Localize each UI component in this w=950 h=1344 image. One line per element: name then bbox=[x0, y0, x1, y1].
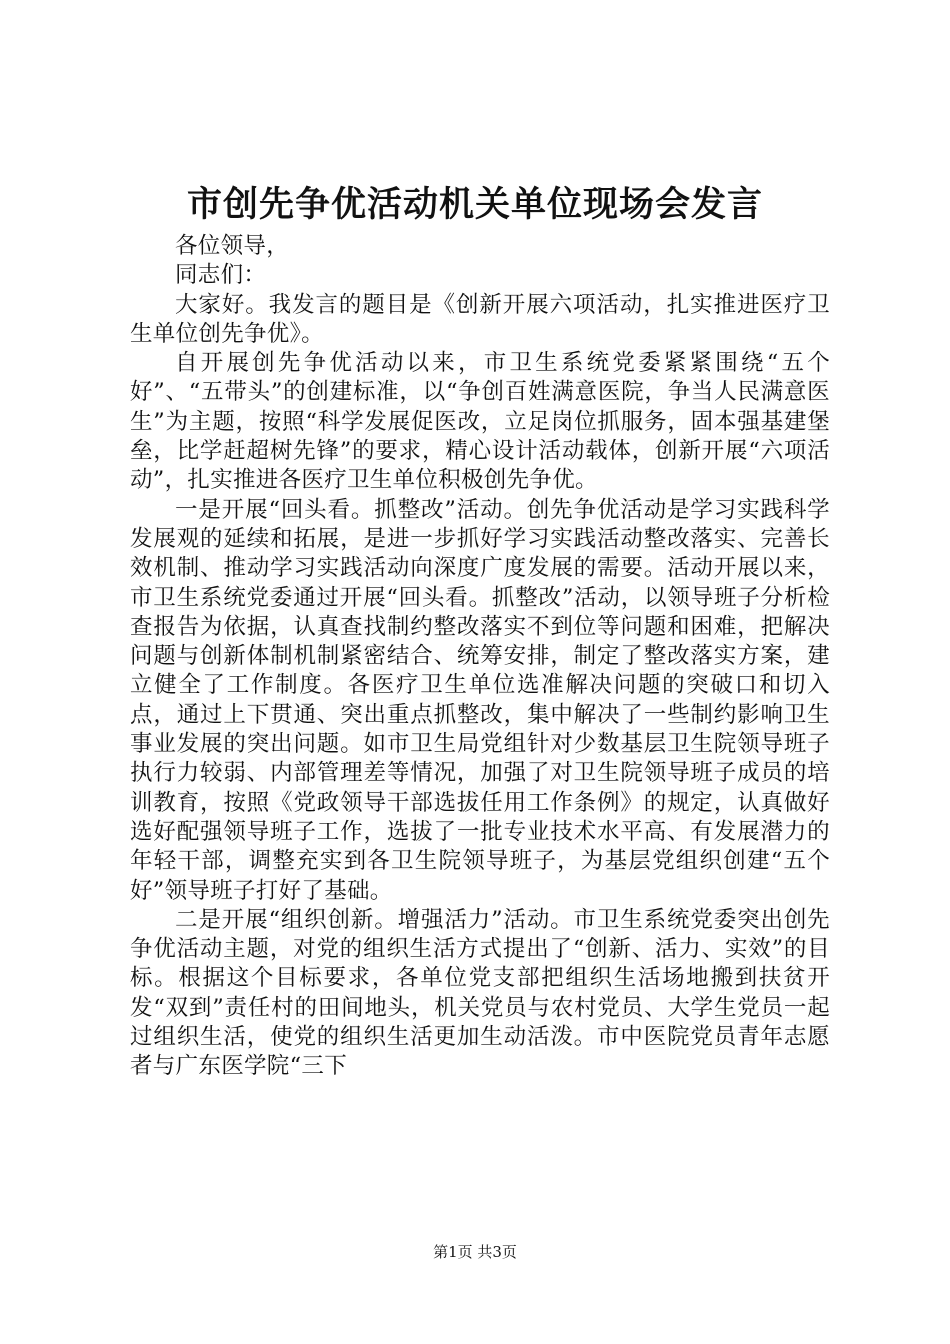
document-body bbox=[130, 232, 830, 1082]
paragraph-activity-two: 二是开展“组织创新。增强活力”活动。市卫生系统党委突出创先争优活动主题，对党的组织生活方式提出了“创新、活力、实效”的目标。根据这个目标要求，各单位党支部把组织生活场地搬到扶贫开发“双到”责任村的田间地头，机关党员与农村党员、大学生党员一起过组织生活，使党的组织生活更加生动活泼。市中医院党员青年志愿者与广东医学院“三下 bbox=[130, 906, 830, 1080]
paragraph-activity-one: 一是开展“回头看。抓整改”活动。创先争优活动是学习实践科学发展观的延续和拓展，是进一步抓好学习实践活动整改落实、完善长效机制、推动学习实践活动向深度广度发展的需要。活动开展以来，市卫生系统党委通过开展“回头看。抓整改”活动，以领导班子分析检查报告为依据，认真查找制约整改落实不到位等问题和困难，把解决问题与创新体制机制紧密结合、统筹安排，制定了整改落实方案，建立健全了工作制度。各医疗卫生单位选准解决问题的突破口和切入点，通过上下贯通、突出重点抓整改，集中解决了一些制约影响卫生事业发展的突出问题。如市卫生局党组针对少数基层卫生院领导班子执行力较弱、内部管理差等情况，加强了对卫生院领导班子成员的培训教育，按照《党政领导干部选拔任用工作条例》的规定，认真做好选好配强领导班子工作，选拔了一批专业技术水平高、有发展潜力的年轻干部，调整充实到各卫生院领导班子，为基层党组织创建“五个好”领导班子打好了基础。 bbox=[130, 496, 830, 904]
page-number-footer: 第1页 共3页 bbox=[433, 1243, 517, 1261]
paragraph-overview: 自开展创先争优活动以来，市卫生系统党委紧紧围绕“五个好”、“五带头”的创建标准，以“争创百姓满意医院，争当人民满意医生”为主题，按照“科学发展促医改，立足岗位抓服务，固本强基建堡垒，比学赶超树先锋”的要求，精心设计活动载体，创新开展“六项活动”，扎实推进各医疗卫生单位积极创先争优。 bbox=[130, 350, 830, 494]
salutation-comrades: 同志们： bbox=[175, 262, 267, 289]
salutation-leaders: 各位领导， bbox=[175, 233, 290, 259]
document-title: 市创先争优活动机关单位现场会发言 bbox=[186, 184, 763, 225]
paragraph-greeting: 大家好。我发言的题目是《创新开展六项活动，扎实推进医疗卫生单位创先争优》。 bbox=[130, 291, 830, 347]
